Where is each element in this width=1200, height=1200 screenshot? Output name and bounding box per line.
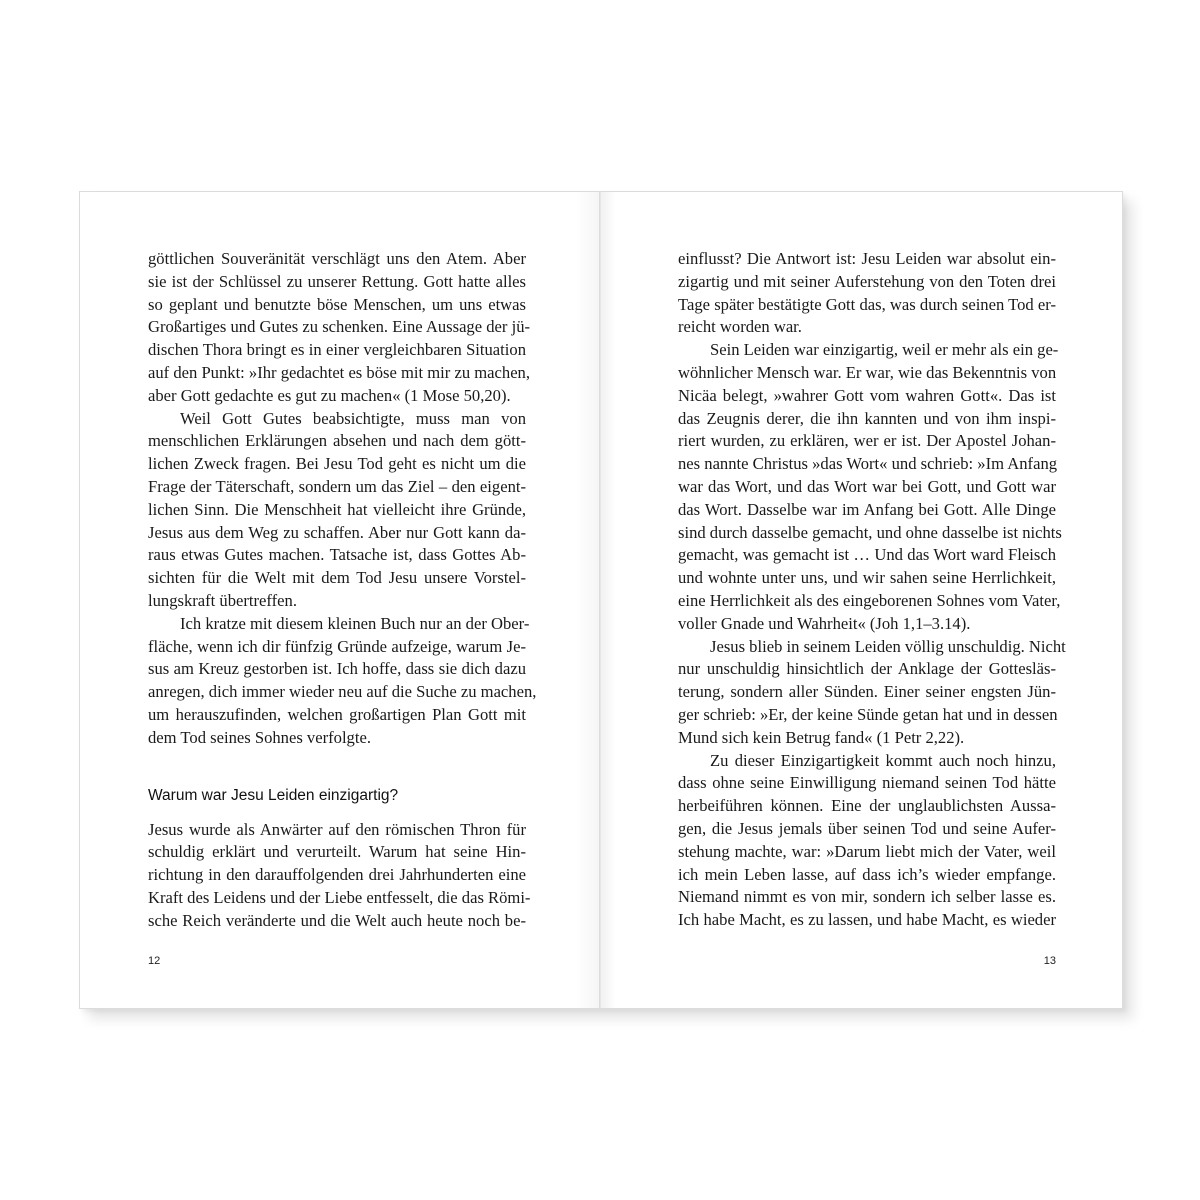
text-line: einflusst? Die Antwort ist: Jesu Leiden war absolut ein- — [678, 249, 1056, 268]
text-line: ger schrieb: »Er, der keine Sünde getan hat und in dessen — [678, 704, 1058, 724]
text-line: Sein Leiden war einzigartig, weil er mehr als ein ge- — [710, 340, 1059, 360]
text-line: dischen Thora bringt es in einer vergleichbaren Situation — [148, 340, 526, 360]
text-line: schuldig erklärt und verurteilt. Warum hat seine Hin- — [148, 842, 526, 862]
text-line: nur unschuldig hinsichtlich der Anklage der Gottesläs- — [678, 659, 1056, 679]
text-line: gemacht, was gemacht ist … Und das Wort ward Fleisch — [678, 545, 1056, 565]
text-line: Jesus aus dem Weg zu schaffen. Aber nur Gott kann da- — [148, 522, 526, 542]
text-line: riert wurden, zu erklären, wer er ist. Der Apostel Johan- — [678, 431, 1056, 451]
text-line: so geplant und benutzte böse Menschen, um uns etwas — [148, 294, 526, 314]
text-line: Mund sich kein Betrug fand« (1 Petr 2,22). — [678, 727, 965, 747]
paragraph — [148, 819, 531, 933]
text-line: aber Gott gedachte es gut zu machen« (1 Mose 50,20). — [148, 385, 511, 405]
text-line: anregen, dich immer wieder neu auf die Suche zu machen, — [148, 682, 537, 702]
text-line: das Zeugnis derer, die ihn kannten und von ihm inspi- — [678, 408, 1056, 428]
paragraph — [678, 750, 1056, 932]
open-book — [79, 191, 1123, 1009]
text-line: um herauszufinden, welchen großartigen Plan Gott mit — [148, 704, 526, 724]
text-line: sind durch dasselbe gemacht, und ohne dasselbe ist nichts — [678, 522, 1062, 542]
text-line: raus etwas Gutes machen. Tatsache ist, dass Gottes Ab- — [148, 545, 526, 565]
text-line: war das Wort, und das Wort war bei Gott, und Gott war — [678, 476, 1056, 496]
text-line: und wohnte unter uns, und wir sahen seine Herrlichkeit, — [678, 568, 1056, 588]
text-line: auf den Punkt: »Ihr gedachtet es böse mit mir zu machen, — [148, 362, 531, 382]
text-line: Ich kratze mit diesem kleinen Buch nur an der Ober- — [180, 613, 530, 633]
text-line: gen, die Jesus jemals über seinen Tod und seine Aufer- — [678, 818, 1056, 838]
text-line: sus am Kreuz gestorben ist. Ich hoffe, dass sie dich dazu — [148, 659, 526, 679]
text-line: lichen Zweck fragen. Bei Jesu Tod geht es nicht um die — [148, 454, 526, 474]
text-line: lichen Sinn. Die Menschheit hat vielleicht ihre Gründe, — [148, 499, 526, 519]
text-line: Kraft des Leidens und der Liebe entfesselt, die das Römi- — [148, 887, 531, 907]
text-line: herbeiführen können. Eine der unglaublichsten Aussa- — [678, 796, 1056, 816]
text-line: nes nannte Christus »das Wort« und schrieb: »Im Anfang — [678, 454, 1058, 474]
page-number-left: 12 — [148, 955, 161, 967]
text-line: sie ist der Schlüssel zu unserer Rettung. Gott hatte alles — [148, 271, 526, 291]
text-line: terung, sondern aller Sünden. Einer seiner engsten Jün- — [678, 682, 1056, 702]
text-line: Nicäa belegt, »wahrer Gott vom wahren Gott«. Das ist — [678, 385, 1056, 405]
text-line: sche Reich veränderte und die Welt auch heute noch be- — [148, 910, 526, 930]
text-line: Weil Gott Gutes beabsichtigte, muss man von — [180, 408, 526, 428]
page-number-right: 13 — [1043, 955, 1056, 967]
paragraph — [678, 248, 1056, 339]
left-page-text — [148, 248, 537, 933]
left-page — [80, 192, 599, 1008]
text-line: Zu dieser Einzigartigkeit kommt auch noch hinzu, — [710, 750, 1056, 770]
text-line: dass ohne seine Einwilligung niemand seinen Tod hätte — [678, 773, 1056, 793]
text-line: lungskraft übertreffen. — [148, 590, 297, 610]
right-page — [602, 192, 1122, 1008]
text-line: Ich habe Macht, es zu lassen, und habe Macht, es wieder — [678, 910, 1056, 930]
text-line: Großartiges und Gutes zu schenken. Eine Aussage der jü- — [148, 317, 531, 337]
text-line: das Wort. Dasselbe war im Anfang bei Gott. Alle Dinge — [678, 499, 1056, 519]
text-line: sichten für die Welt mit dem Tod Jesu unsere Vorstel- — [148, 568, 526, 588]
text-line: Tage später bestätigte Gott das, was durch seinen Tod er- — [678, 294, 1056, 314]
text-line: menschlichen Erklärungen absehen und nach dem gött- — [148, 431, 526, 451]
text-line: ich mein Leben lasse, auf dass ich’s wieder empfange. — [678, 864, 1056, 884]
text-line: fläche, wenn ich dir fünfzig Gründe aufzeige, warum Je- — [148, 636, 526, 656]
paragraph — [678, 339, 1062, 635]
text-line: Jesus blieb in seinem Leiden völlig unschuldig. Nicht — [710, 636, 1066, 656]
paragraph — [678, 636, 1066, 750]
text-line: Frage der Täterschaft, sondern um das Ziel – den eigent- — [148, 476, 526, 496]
text-line: zigartig und mit seiner Auferstehung von den Toten drei — [678, 271, 1056, 291]
paragraph — [148, 408, 526, 613]
text-line: Niemand nimmt es von mir, sondern ich selber lasse es. — [678, 887, 1056, 907]
text-line: richtung in den darauffolgenden drei Jahrhunderten eine — [148, 865, 526, 885]
text-line: reicht worden war. — [678, 317, 802, 337]
text-line: voller Gnade und Wahrheit« (Joh 1,1–3.14). — [678, 613, 971, 633]
text-line: wöhnlicher Mensch war. Er war, wie das Bekenntnis von — [678, 362, 1057, 382]
text-line: stehung machte, war: »Darum liebt mich der Vater, weil — [678, 841, 1056, 861]
text-line: göttlichen Souveränität verschlägt uns den Atem. Aber — [148, 249, 526, 268]
text-line: eine Herrlichkeit als des eingeborenen Sohnes vom Vater, — [678, 590, 1061, 610]
right-page-text — [678, 248, 1066, 932]
paragraph — [148, 248, 531, 408]
section-heading: Warum war Jesu Leiden einzigartig? — [148, 786, 399, 804]
text-line: dem Tod seines Sohnes verfolgte. — [148, 727, 371, 747]
paragraph — [148, 613, 537, 750]
text-line: Jesus wurde als Anwärter auf den römischen Thron für — [148, 819, 526, 839]
